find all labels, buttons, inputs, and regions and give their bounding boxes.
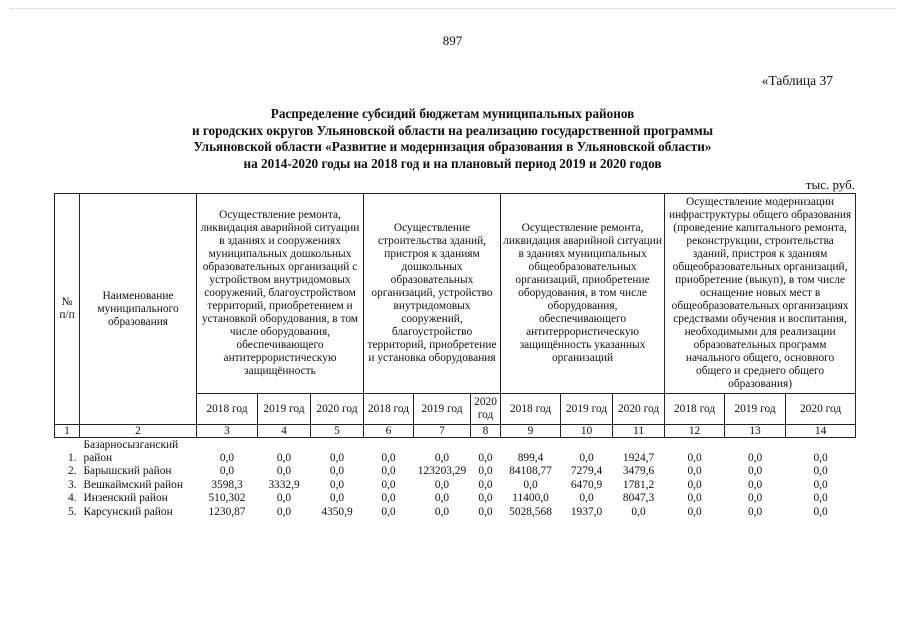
value-cell: 0,0 [579, 451, 594, 464]
col-number: 1 [55, 425, 80, 438]
year-cell: 2018 год [197, 394, 258, 425]
value-cell: 0,0 [276, 505, 292, 518]
row-number: 2. [67, 465, 77, 477]
col-number: 6 [364, 425, 414, 438]
year-cell: 2018 год [364, 394, 414, 425]
header-name: Наименование муниципального образования [80, 194, 197, 425]
title-line: Ульяновской области «Развитие и модернизация образования в Ульяновской области» [193, 139, 712, 154]
col-number: 3 [197, 425, 258, 438]
col-number: 8 [471, 425, 501, 438]
value-cell: 0,0 [434, 505, 450, 518]
units-label: тыс. руб. [805, 177, 855, 192]
value-cell: 7279,4 [570, 465, 603, 477]
value-cell: 0,0 [381, 505, 396, 518]
district-name: Карсунский район [83, 505, 173, 518]
value-cell: 0,0 [747, 451, 763, 464]
value-cell: 1937,0 [570, 505, 603, 518]
value-cell: 1781,2 [622, 478, 655, 491]
year-cell: 2020 год [471, 394, 501, 425]
value-cell: 0,0 [813, 451, 828, 464]
table-row [55, 491, 856, 505]
value-cell: 0,0 [381, 465, 396, 477]
value-cell: 1230,87 [208, 505, 246, 518]
year-cell: 2020 год [311, 394, 364, 425]
value-cell: 0,0 [381, 478, 396, 491]
district-name: Вешкаймский район [83, 478, 183, 491]
value-cell: 3479,6 [622, 465, 655, 477]
value-cell: 0,0 [478, 478, 493, 491]
value-cell: 0,0 [813, 492, 828, 504]
value-cell: 0,0 [434, 451, 450, 464]
row-number: 1. [67, 451, 77, 464]
value-cell: 0,0 [329, 492, 345, 504]
value-cell: 510,302 [208, 492, 246, 504]
header-group-preschool-repair: Осуществление ремонта, ликвидация аварийной ситуации в зданиях и сооружениях муниципальных дошкольных образовательных организаций с устройством внутридомовых сооружений, благоустройством территорий, приобретением и установкой оборудования, в том числе оборудования, обеспечивающего антитеррористическую защищённость [197, 194, 364, 394]
value-cell: 3598,3 [211, 478, 243, 491]
col-number: 13 [725, 425, 786, 438]
value-cell: 0,0 [687, 451, 702, 464]
value-cell: 899,4 [517, 451, 544, 464]
year-cell: 2019 год [258, 394, 311, 425]
row-number: 5. [67, 505, 77, 518]
value-cell: 0,0 [329, 451, 345, 464]
year-cell: 2019 год [725, 394, 786, 425]
district-name: Базарносызганский район [83, 439, 179, 464]
year-cell: 2018 год [665, 394, 725, 425]
value-cell: 0,0 [478, 465, 493, 477]
value-cell: 3332,9 [268, 478, 300, 491]
value-cell: 0,0 [478, 492, 493, 504]
table-row [55, 478, 856, 492]
year-cell: 2019 год [561, 394, 613, 425]
title-line: и городских округов Ульяновской области на реализацию государственной программы [191, 122, 714, 138]
value-cell: 0,0 [434, 492, 450, 504]
page-number: 897 [442, 33, 463, 48]
value-cell: 0,0 [747, 505, 763, 518]
col-number: 9 [501, 425, 561, 438]
value-cell: 0,0 [219, 465, 235, 477]
header-group-preschool-construction: Осуществление строительства зданий, пристроя к зданиям дошкольных образовательных организаций, устройство внутридомовых сооружений, благоустройство территорий, приобретение и установка оборудования [364, 194, 501, 394]
table-title [120, 106, 785, 172]
header-group-modernization: Осуществление модернизации инфраструктуры общего образования (проведение капитального ремонта, реконструкции, строительства зданий, пристроя к зданиям общеобразовательных организаций, приобретение (выкуп), в том числе оснащение новых мест в общеобразовательных организациях средствами обучения и воспитания, необходимыми для реализации образовательных программ начального общего, основного общего и среднего общего образования) [665, 194, 856, 394]
value-cell: 0,0 [381, 492, 396, 504]
value-cell: 0,0 [687, 505, 702, 518]
district-name: Барышский район [83, 465, 172, 477]
year-cell: 2019 год [414, 394, 471, 425]
value-cell: 6470,9 [570, 478, 603, 491]
header-num: № п/п [55, 194, 80, 425]
value-cell: 0,0 [478, 505, 493, 518]
col-number: 2 [80, 425, 197, 438]
year-cell: 2020 год [786, 394, 856, 425]
table-row [55, 505, 856, 519]
value-cell: 0,0 [329, 478, 345, 491]
value-cell: 0,0 [747, 492, 763, 504]
year-cell: 2020 год [613, 394, 665, 425]
top-scan-line [10, 8, 895, 9]
table-row [55, 438, 856, 465]
district-name: Инзенский район [83, 492, 168, 504]
value-cell: 0,0 [329, 465, 345, 477]
value-cell: 0,0 [219, 451, 235, 464]
col-number: 5 [311, 425, 364, 438]
value-cell: 0,0 [813, 465, 828, 477]
year-cell: 2018 год [501, 394, 561, 425]
value-cell: 0,0 [813, 478, 828, 491]
col-number: 4 [258, 425, 311, 438]
value-cell: 8047,3 [622, 492, 655, 504]
value-cell: 11400,0 [512, 492, 549, 504]
value-cell: 0,0 [276, 492, 292, 504]
table-row [55, 464, 856, 478]
value-cell: 0,0 [523, 478, 538, 491]
value-cell: 0,0 [747, 478, 763, 491]
value-cell: 123203,29 [417, 465, 467, 477]
value-cell: 1924,7 [622, 451, 655, 464]
title-line: на 2014-2020 годы на 2018 год и на плановый период 2019 и 2020 годов [243, 155, 662, 171]
header-group-school-repair: Осуществление ремонта, ликвидация аварийной ситуации в зданиях муниципальных общеобразовательных организаций, приобретение оборудования, в том числе оборудования, обеспечивающего антитеррористическую защищённость указанных организаций [501, 194, 665, 394]
value-cell: 0,0 [381, 451, 396, 464]
value-cell: 0,0 [687, 478, 702, 491]
col-number: 11 [613, 425, 665, 438]
value-cell: 0,0 [687, 492, 702, 504]
value-cell: 0,0 [276, 465, 292, 477]
title-line: Распределение субсидий бюджетам муниципальных районов [270, 106, 635, 121]
value-cell: 0,0 [747, 465, 763, 477]
value-cell: 0,0 [687, 465, 702, 477]
value-cell: 5028,568 [509, 505, 552, 518]
table-reference: «Таблица 37 [761, 73, 833, 88]
value-cell: 0,0 [434, 478, 450, 491]
row-number: 3. [67, 478, 77, 491]
value-cell: 4350,9 [321, 505, 353, 518]
column-numbers-row [55, 425, 856, 438]
value-cell: 0,0 [478, 451, 493, 464]
col-number: 7 [414, 425, 471, 438]
value-cell: 0,0 [631, 505, 646, 518]
value-cell: 0,0 [813, 505, 828, 518]
header-row [55, 194, 856, 394]
col-number: 10 [561, 425, 613, 438]
value-cell: 0,0 [579, 492, 594, 504]
row-number: 4. [67, 492, 77, 504]
value-cell: 84108,77 [509, 465, 552, 477]
subsidy-table [54, 193, 856, 518]
col-number: 14 [786, 425, 856, 438]
value-cell: 0,0 [276, 451, 292, 464]
col-number: 12 [665, 425, 725, 438]
